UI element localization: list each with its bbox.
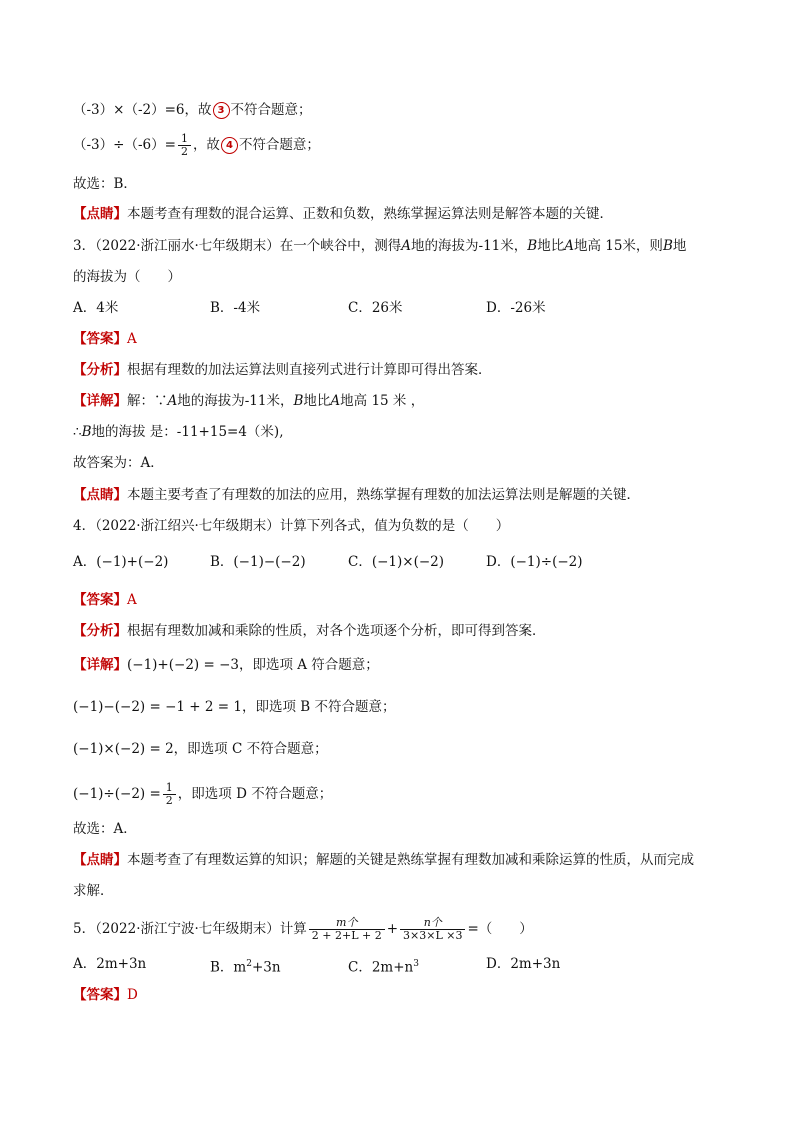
- q5-option-d: D．2m+3n: [486, 956, 561, 972]
- q5-option-a: A．2m+3n: [73, 956, 147, 972]
- q3-final: 故答案为：A．: [73, 455, 164, 471]
- q5-stem: 5．（2022·浙江宁波·七年级期末）计算 $\frac{\text{m个}}{2 + 2+L + 2}$ + $\frac{\text{n个}}{3\times 3\times L \times 3}$ =（ ）: [73, 916, 533, 942]
- q4-option-b: B．(−1)−(−2): [210, 554, 306, 570]
- q4-analysis: 【分析】根据有理数加减和乘除的性质，对各个选项逐个分析，即可得到答案．: [73, 623, 546, 639]
- q4-detail-line-2: (−1)−(−2) = −1 + 2 = 1，即选项 B 不符合题意；: [73, 699, 396, 715]
- q4-point-line-2: 求解．: [73, 883, 114, 899]
- q5-answer: 【答案】D: [73, 987, 138, 1003]
- q3-detail-line-1: 【详解】解：∵A地的海拔为-11米，B地比A地高 15 米 ，: [73, 393, 425, 409]
- q3-point: 【点睛】本题主要考查了有理数的加法的应用，熟练掌握有理数的加法运算法则是解题的关键．: [73, 487, 640, 503]
- q4-point-line-1: 【点睛】本题考查了有理数运算的知识；解题的关键是熟练掌握有理数加减和乘除运算的性质，从而完成: [73, 852, 694, 868]
- fraction-half: $\frac{1}{2}$: [178, 133, 191, 158]
- q4-detail-line-1: 【详解】(−1)+(−2) = −3，即选项 A 符合题意；: [73, 657, 379, 673]
- circled-3-icon: 3: [213, 102, 230, 119]
- q3-stem-line-2: 的海拔为（ ）: [73, 269, 181, 285]
- q4-choose: 故选：A．: [73, 821, 137, 837]
- q3-answer: 【答案】A: [73, 331, 137, 347]
- q4-answer: 【答案】A: [73, 592, 137, 608]
- prev-point: 【点睛】本题考查有理数的混合运算、正数和负数，熟练掌握运算法则是解答本题的关键．: [73, 206, 613, 222]
- fraction-m-twos: $\frac{\text{m个}}{2 + 2+L + 2}$: [309, 917, 385, 942]
- q5-option-b: B．$m^2+3n$: [210, 959, 281, 976]
- fraction-n-threes: $\frac{\text{n个}}{3\times 3\times L \times 3}$: [400, 917, 465, 942]
- q4-detail-line-3: (−1)×(−2) = 2，即选项 C 不符合题意；: [73, 741, 328, 757]
- q4-option-d: D．(−1)÷(−2): [486, 554, 583, 570]
- prev-line-2: （-3）÷（-6）= $\frac{1}{2}$ ，故 4 不符合题意；: [73, 132, 320, 158]
- fraction-half: $\frac{1}{2}$: [163, 782, 176, 807]
- q5-option-c: C．$2m+n^3$: [348, 959, 419, 976]
- q4-option-a: A．(−1)+(−2): [73, 554, 169, 570]
- circled-4-icon: 4: [221, 137, 238, 154]
- q3-analysis: 【分析】根据有理数的加法运算法则直接列式进行计算即可得出答案．: [73, 362, 492, 378]
- prev-line-1: （-3）×（-2）=6，故 3 不符合题意；: [73, 102, 312, 118]
- q3-stem-line-1: 3．（2022·浙江丽水·七年级期末）在一个峡谷中，测得A地的海拔为-11米，B地比A地高 15米，则B地: [73, 238, 687, 254]
- q3-detail-line-2: ∴B地的海拔 是：-11+15=4（米),: [73, 424, 284, 440]
- q3-option-a: A．4米: [73, 300, 119, 316]
- prev-choose: 故选：B．: [73, 176, 137, 192]
- q3-option-c: C．26米: [348, 300, 403, 316]
- q3-option-b: B．-4米: [210, 300, 261, 316]
- q4-detail-line-4: (−1)÷(−2) = $\frac{1}{2}$ ，即选项 D 不符合题意；: [73, 781, 333, 807]
- q4-stem: 4．（2022·浙江绍兴·七年级期末）计算下列各式，值为负数的是（ ）: [73, 518, 510, 534]
- q3-option-d: D．-26米: [486, 300, 546, 316]
- q4-option-c: C．(−1)×(−2): [348, 554, 445, 570]
